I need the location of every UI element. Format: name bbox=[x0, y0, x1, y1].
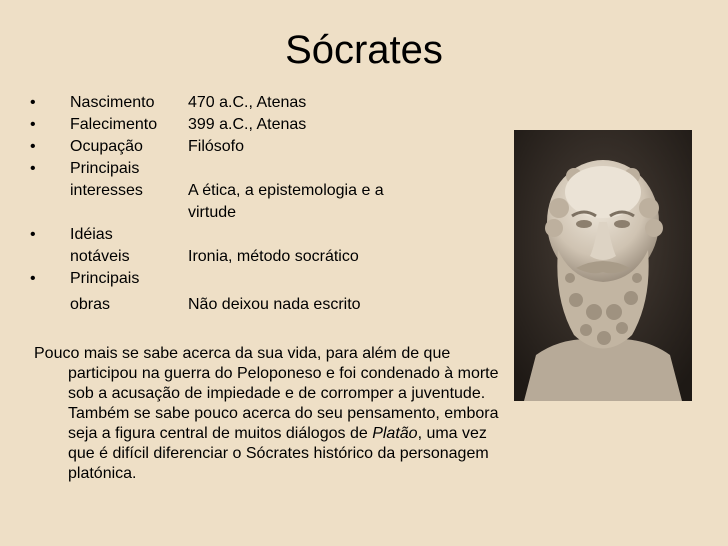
facts-list bbox=[30, 92, 470, 316]
paragraph-text: Pouco mais se sabe acerca da sua vida, para além de que participou na guerra do Peloponeso e foi condenado à morte sob a acusação de impiedade e de corromper a juventude. Também se sabe pouco acerca do seu pensamento, embora seja a figura central de muitos diálogos de bbox=[34, 345, 499, 442]
bullet-icon: • bbox=[30, 94, 36, 111]
bullet-icon: • bbox=[30, 270, 36, 287]
fact-ideias-cont bbox=[30, 246, 470, 268]
fact-label: obras bbox=[70, 296, 111, 313]
fact-ocupacao bbox=[30, 136, 470, 158]
fact-label: Ocupação bbox=[70, 138, 143, 155]
fact-interesses-cont bbox=[30, 180, 470, 224]
fact-value: Não deixou nada escrito bbox=[188, 296, 361, 313]
fact-label: Principais bbox=[70, 270, 140, 287]
fact-value: A ética, a epistemologia e a virtude bbox=[188, 182, 384, 221]
socrates-bust-image bbox=[514, 130, 692, 401]
bullet-icon: • bbox=[30, 116, 36, 133]
platao-emphasis: Platão bbox=[372, 425, 418, 442]
fact-obras bbox=[30, 268, 470, 290]
fact-label: interesses bbox=[70, 182, 143, 199]
fact-value: 399 a.C., Atenas bbox=[188, 116, 307, 133]
fact-nascimento bbox=[30, 92, 470, 114]
paragraph-text-end: , uma vez que é difícil diferenciar o Sócrates histórico da personagem platónica. bbox=[68, 425, 489, 482]
fact-obras-cont bbox=[30, 294, 470, 316]
bust-illustration bbox=[514, 130, 692, 401]
fact-ideias bbox=[30, 224, 470, 246]
fact-interesses bbox=[30, 158, 470, 180]
fact-label: notáveis bbox=[70, 248, 130, 265]
fact-label: Idéias bbox=[70, 226, 113, 243]
fact-value: Ironia, método socrático bbox=[188, 248, 359, 265]
bullet-icon: • bbox=[30, 160, 36, 177]
fact-label: Falecimento bbox=[70, 116, 158, 133]
slide-title: Sócrates bbox=[285, 28, 443, 72]
biography-paragraph bbox=[34, 344, 518, 484]
fact-value: Filósofo bbox=[188, 138, 245, 155]
bullet-icon: • bbox=[30, 226, 36, 243]
bullet-icon: • bbox=[30, 138, 36, 155]
fact-label: Nascimento bbox=[70, 94, 155, 111]
fact-value: 470 a.C., Atenas bbox=[188, 94, 307, 111]
fact-label: Principais bbox=[70, 160, 140, 177]
fact-falecimento bbox=[30, 114, 470, 136]
